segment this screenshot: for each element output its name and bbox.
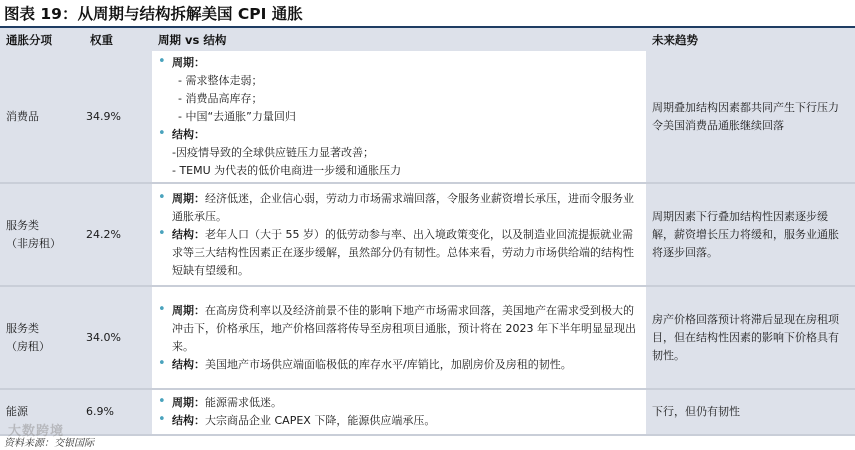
cycle-label: 周期： bbox=[172, 303, 205, 317]
structure-item: -因疫情导致的全球供应链压力显著改善； bbox=[172, 145, 374, 159]
bullet-icon: • bbox=[158, 301, 166, 317]
cycle-block bbox=[158, 394, 640, 412]
bullet-icon: • bbox=[158, 125, 166, 141]
table-row bbox=[0, 183, 855, 286]
row-weight: 34.0% bbox=[80, 286, 152, 389]
bullet-icon: • bbox=[158, 225, 166, 241]
row-outlook: 房产价格回落预计将滞后显现在房租项目，但在结构性因素的影响下价格具有韧性。 bbox=[646, 286, 855, 389]
table-row bbox=[0, 51, 855, 183]
bullet-icon: • bbox=[158, 355, 166, 371]
row-category: 服务类 （非房租） bbox=[0, 183, 80, 286]
cycle-text: 经济低迷，企业信心弱，劳动力市场需求端回落，令服务业薪资增长承压，进而令服务业通胀承压。 bbox=[172, 191, 634, 223]
structure-block bbox=[158, 356, 640, 374]
watermark: 大数跨境 bbox=[8, 424, 65, 439]
structure-label: 结构： bbox=[172, 357, 205, 371]
cycle-text: 能源需求低迷。 bbox=[205, 396, 282, 409]
bullet-icon: • bbox=[158, 189, 166, 205]
row-weight: 6.9% bbox=[80, 389, 152, 435]
header-cycle-vs-structure: 周期 vs 结构 bbox=[152, 28, 646, 51]
bullet-icon: • bbox=[158, 412, 166, 427]
header-category: 通胀分项 bbox=[0, 28, 80, 51]
cycle-block bbox=[158, 302, 640, 356]
cpi-breakdown-table bbox=[0, 28, 855, 436]
structure-label: 结构： bbox=[172, 414, 205, 427]
figure-title: 图表 19：从周期与结构拆解美国 CPI 通胀 bbox=[4, 5, 303, 23]
row-outlook: 周期叠加结构因素都共同产生下行压力令美国消费品通胀继续回落 bbox=[646, 51, 855, 183]
row-cycle-structure bbox=[152, 183, 646, 286]
table-header-row bbox=[0, 28, 855, 51]
row-outlook: 下行，但仍有韧性 bbox=[646, 389, 855, 435]
row-category: 消费品 bbox=[0, 51, 80, 183]
table-row bbox=[0, 286, 855, 389]
cycle-label: 周期： bbox=[172, 396, 205, 409]
cycle-label: 周期： bbox=[172, 191, 205, 205]
row-outlook: 周期因素下行叠加结构性因素逐步缓解，薪资增长压力将缓和，服务业通胀将逐步回落。 bbox=[646, 183, 855, 286]
row-cycle-structure bbox=[152, 51, 646, 183]
cycle-block bbox=[158, 190, 640, 226]
row-category: 能源 bbox=[0, 389, 80, 435]
row-cycle-structure bbox=[152, 389, 646, 435]
structure-label: 结构： bbox=[172, 127, 205, 141]
header-weight: 权重 bbox=[80, 28, 152, 51]
table-row bbox=[0, 389, 855, 435]
header-outlook: 未来趋势 bbox=[646, 28, 855, 51]
cycle-label: 周期： bbox=[172, 55, 205, 69]
cycle-item: - 中国“去通胀”力量回归 bbox=[178, 109, 296, 123]
structure-label: 结构： bbox=[172, 227, 205, 241]
row-category: 服务类 （房租） bbox=[0, 286, 80, 389]
row-weight: 34.9% bbox=[80, 51, 152, 183]
cycle-text: 在高房贷利率以及经济前景不佳的影响下地产市场需求回落，美国地产在需求受到极大的冲击下，价格承压，地产价格回落将传导至房租项目通胀，预计将在 2023 年下半年明显显现出来。 bbox=[172, 303, 636, 353]
structure-item: - TEMU 为代表的低价电商进一步缓和通胀压力 bbox=[172, 163, 402, 177]
structure-block bbox=[158, 412, 640, 430]
row-cycle-structure bbox=[152, 286, 646, 389]
structure-text: 老年人口（大于 55 岁）的低劳动参与率、出入境政策变化，以及制造业回流提振就业需求等三大结构性因素正在逐步缓解，虽然部分仍有韧性。总体来看，劳动力市场供给端的结构性短缺有望缓和。 bbox=[172, 227, 634, 277]
cycle-item: - 需求整体走弱； bbox=[178, 73, 263, 87]
source-note: 资料来源：交银国际 bbox=[4, 438, 94, 449]
structure-text: 美国地产市场供应端面临极低的库存水平/库销比，加剧房价及房租的韧性。 bbox=[205, 357, 572, 371]
bullet-icon: • bbox=[158, 53, 166, 69]
structure-text: 大宗商品企业 CAPEX 下降，能源供应端承压。 bbox=[205, 414, 436, 427]
row-weight: 24.2% bbox=[80, 183, 152, 286]
structure-block bbox=[158, 226, 640, 280]
cycle-block bbox=[158, 54, 640, 126]
cycle-item: - 消费品高库存； bbox=[178, 91, 263, 105]
structure-block bbox=[158, 126, 640, 180]
bullet-icon: • bbox=[158, 394, 166, 409]
